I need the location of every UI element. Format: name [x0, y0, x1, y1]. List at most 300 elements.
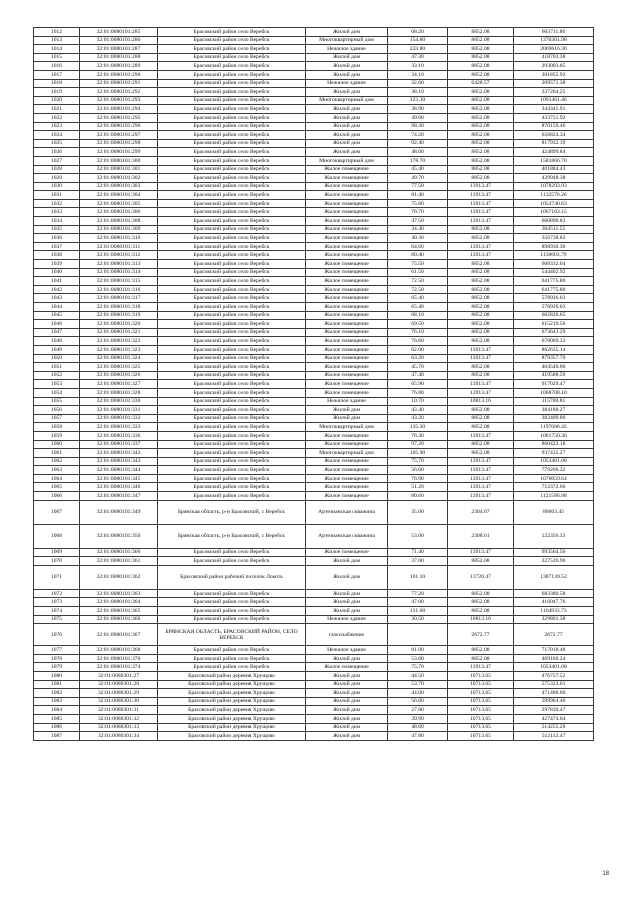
cadastral-number-cell: 32:01:0080101:366 [80, 615, 158, 624]
row-number-cell: 1021 [34, 105, 80, 114]
address-cell: Брасовский район село Веребск [158, 440, 306, 449]
area-cell: 33.10 [388, 62, 448, 71]
area-cell: 81.00 [388, 646, 448, 655]
area-cell: 233.80 [388, 45, 448, 54]
address-cell: Брасовский район село Веребск [158, 105, 306, 114]
cadastral-value-cell: 656824.34 [514, 131, 594, 140]
cadastral-value-cell: 424899.84 [514, 148, 594, 157]
unit-price-cell: 10713.65 [448, 672, 514, 681]
cadastral-number-cell: 32:01:0080101:314 [80, 268, 158, 277]
cadastral-value-cell: 917029.47 [514, 380, 594, 389]
object-type-cell: Жилое помещение [306, 431, 388, 440]
row-number-cell: 1019 [34, 88, 80, 97]
cadastral-number-cell: 32:01:0080301:33 [80, 723, 158, 732]
address-cell: Брасовский район село Веребск [158, 345, 306, 354]
cadastral-number-cell: 32:01:0080301:34 [80, 732, 158, 741]
table-row [34, 474, 594, 483]
unit-price-cell: 8852.08 [448, 122, 514, 131]
unit-price-cell: 8852.08 [448, 303, 514, 312]
area-cell: 53.70 [388, 680, 448, 689]
unit-price-cell: 8852.08 [448, 654, 514, 663]
cadastral-number-cell: 32:01:0080101:361 [80, 557, 158, 566]
cadastral-value-cell: 404540.06 [514, 363, 594, 372]
area-cell: 47.40 [388, 371, 448, 380]
unit-price-cell: 8852.08 [448, 294, 514, 303]
cadastral-value-cell: 1164933.73 [514, 607, 594, 616]
area-cell: 75.80 [388, 199, 448, 208]
table-row [34, 294, 594, 303]
cadastral-value-cell: 1053401.08 [514, 457, 594, 466]
object-type-cell: Жилое помещение [306, 294, 388, 303]
cadastral-number-cell: 32:01:0080101:327 [80, 380, 158, 389]
row-number-cell: 1043 [34, 294, 80, 303]
area-cell: 32.60 [388, 79, 448, 88]
object-type-cell: Жилое помещение [306, 363, 388, 372]
table-row [34, 337, 594, 346]
table-row [34, 524, 594, 548]
cadastral-number-cell: 32:01:0080301:29 [80, 689, 158, 698]
area-cell: 76.10 [388, 328, 448, 337]
table-row [34, 732, 594, 741]
cadastral-number-cell: 32:01:0080101:300 [80, 156, 158, 165]
object-type-cell: Жилое помещение [306, 328, 388, 337]
unit-price-cell: 10713.65 [448, 732, 514, 741]
cadastral-value-cell: 1370301.98 [514, 36, 594, 45]
row-number-cell: 1054 [34, 388, 80, 397]
unit-price-cell: 10713.65 [448, 697, 514, 706]
address-cell: Брасовский район село Веребск [158, 96, 306, 105]
cadastral-number-cell: 32:01:0080101:313 [80, 260, 158, 269]
cadastral-number-cell: 32:01:0080101:287 [80, 45, 158, 54]
row-number-cell: 1061 [34, 449, 80, 458]
unit-price-cell: 8852.08 [448, 139, 514, 148]
cadastral-value-cell: 544402.92 [514, 268, 594, 277]
cadastral-value-cell: 384180.27 [514, 406, 594, 415]
area-cell: 80.40 [388, 251, 448, 260]
area-cell: 51.20 [388, 483, 448, 492]
unit-price-cell: 13913.47 [448, 474, 514, 483]
address-cell: Брасовский район село Веребск [158, 53, 306, 62]
cadastral-number-cell: 32:01:0080101:309 [80, 225, 158, 234]
row-number-cell: 1022 [34, 113, 80, 122]
address-cell: Брасовский район село Веребск [158, 646, 306, 655]
row-number-cell: 1030 [34, 182, 80, 191]
row-number-cell: 1027 [34, 156, 80, 165]
row-number-cell: 1047 [34, 328, 80, 337]
cadastral-value-cell: 122356.33 [514, 524, 594, 548]
row-number-cell: 1080 [34, 672, 80, 681]
cadastral-number-cell: 32:01:0080101:364 [80, 598, 158, 607]
cadastral-value-cell: 578926.03 [514, 303, 594, 312]
unit-price-cell: 8852.08 [448, 328, 514, 337]
cadastral-number-cell: 32:01:0080101:298 [80, 139, 158, 148]
row-number-cell: 1014 [34, 45, 80, 54]
row-number-cell: 1077 [34, 646, 80, 655]
unit-price-cell: 8852.08 [448, 285, 514, 294]
table-row [34, 646, 594, 655]
object-type-cell: Жилое помещение [306, 208, 388, 217]
cadastral-value-cell: 293003.85 [514, 62, 594, 71]
row-number-cell: 1053 [34, 380, 80, 389]
row-number-cell: 1073 [34, 598, 80, 607]
row-number-cell: 1051 [34, 363, 80, 372]
unit-price-cell: 13913.47 [448, 431, 514, 440]
cadastral-value-cell: 615219.56 [514, 320, 594, 329]
row-number-cell: 1045 [34, 311, 80, 320]
unit-price-cell: 8852.08 [448, 440, 514, 449]
cadastral-value-cell: 514255.20 [514, 723, 594, 732]
object-type-cell: Жилой дом [306, 131, 388, 140]
unit-price-cell: 10713.65 [448, 714, 514, 723]
row-number-cell: 1048 [34, 337, 80, 346]
row-number-cell: 1029 [34, 174, 80, 183]
row-number-cell: 1050 [34, 354, 80, 363]
cadastral-number-cell: 32:01:0080101:320 [80, 320, 158, 329]
unit-price-cell: 8852.08 [448, 423, 514, 432]
table-row [34, 122, 594, 131]
table-row [34, 268, 594, 277]
table-row [34, 208, 594, 217]
unit-price-cell: 13913.47 [448, 191, 514, 200]
row-number-cell: 1031 [34, 191, 80, 200]
area-cell: 53.00 [388, 524, 448, 548]
area-cell: 71.40 [388, 548, 448, 557]
area-cell: 92.40 [388, 139, 448, 148]
object-type-cell: Жилой дом [306, 689, 388, 698]
row-number-cell: 1074 [34, 607, 80, 616]
table-row [34, 354, 594, 363]
address-cell: Брянская область, р-н Брасовский, с Веребск [158, 524, 306, 548]
cadastral-value-cell: 717018.48 [514, 646, 594, 655]
object-type-cell: Жилое помещение [306, 354, 388, 363]
cadastral-value-cell: 2672.77 [514, 624, 594, 646]
cadastral-number-cell: 32:01:0080101:312 [80, 251, 158, 260]
table-row [34, 449, 594, 458]
cadastral-number-cell: 32:01:0080101:292 [80, 88, 158, 97]
row-number-cell: 1015 [34, 53, 80, 62]
unit-price-cell: 8852.08 [448, 598, 514, 607]
row-number-cell: 1076 [34, 624, 80, 646]
cadastral-number-cell: 32:01:0080101:304 [80, 191, 158, 200]
address-cell: Брасовский район село Веребск [158, 406, 306, 415]
unit-price-cell: 8852.08 [448, 320, 514, 329]
cadastral-number-cell: 32:01:0080101:315 [80, 277, 158, 286]
unit-price-cell: 8852.08 [448, 28, 514, 37]
row-number-cell: 1038 [34, 251, 80, 260]
cadastral-value-cell: 937435.27 [514, 449, 594, 458]
area-cell: 65.90 [388, 380, 448, 389]
unit-price-cell: 8852.08 [448, 311, 514, 320]
cadastral-number-cell: 32:01:0080101:311 [80, 242, 158, 251]
cadastral-value-cell: 209571.38 [514, 79, 594, 88]
address-cell: Брасовский район село Веребск [158, 285, 306, 294]
area-cell: 43.20 [388, 414, 448, 423]
table-row [34, 697, 594, 706]
area-cell: 47.80 [388, 732, 448, 741]
address-cell: Брасовский район село Веребск [158, 492, 306, 501]
cadastral-number-cell: 32:01:0080101:374 [80, 663, 158, 672]
area-cell: 43.40 [388, 406, 448, 415]
row-number-cell: 1037 [34, 242, 80, 251]
cadastral-value-cell: 1078293.93 [514, 182, 594, 191]
area-cell: 76.90 [388, 474, 448, 483]
area-cell: 72.50 [388, 285, 448, 294]
row-number-cell: 1028 [34, 165, 80, 174]
cadastral-value-cell: 641775.80 [514, 277, 594, 286]
row-number-cell: 1085 [34, 714, 80, 723]
cadastral-value-cell: 401884.43 [514, 165, 594, 174]
address-cell: Брасовский район село Веребск [158, 303, 306, 312]
object-type-cell: Жилой дом [306, 113, 388, 122]
cadastral-number-cell: 32:01:0080101:350 [80, 524, 158, 548]
object-type-cell: Жилой дом [306, 654, 388, 663]
object-type-cell: Жилой дом [306, 414, 388, 423]
row-number-cell: 1049 [34, 345, 80, 354]
cadastral-value-cell: 1053401.08 [514, 663, 594, 672]
cadastral-number-cell: 32:01:0080101:306 [80, 208, 158, 217]
cadastral-value-cell: 879357.70 [514, 354, 594, 363]
address-cell: Брасовский район село Веребск [158, 598, 306, 607]
cadastral-value-table [33, 27, 594, 741]
cadastral-number-cell: 32:01:0080101:332 [80, 414, 158, 423]
cadastral-value-cell: 419588.59 [514, 371, 594, 380]
cadastral-number-cell: 32:01:0080101:368 [80, 646, 158, 655]
object-type-cell: Нежилое здание [306, 646, 388, 655]
cadastral-value-cell: 1197686.42 [514, 423, 594, 432]
address-cell: Брасовский район село Веребск [158, 277, 306, 286]
address-cell: Брасовский район село Веребск [158, 557, 306, 566]
cadastral-number-cell: 32:01:0080101:296 [80, 122, 158, 131]
cadastral-value-cell: 1054740.63 [514, 199, 594, 208]
table-row [34, 191, 594, 200]
object-type-cell: Многоквартирный дом [306, 423, 388, 432]
address-cell: Брасовский район село Веребск [158, 449, 306, 458]
table-row [34, 328, 594, 337]
object-type-cell: Жилой дом [306, 589, 388, 598]
object-type-cell: Жилое помещение [306, 371, 388, 380]
cadastral-number-cell: 32:01:0080101:360 [80, 548, 158, 557]
unit-price-cell: 8852.08 [448, 165, 514, 174]
table-row [34, 406, 594, 415]
object-type-cell: Жилое помещение [306, 191, 388, 200]
object-type-cell: Нежилое здание [306, 397, 388, 406]
row-number-cell: 1086 [34, 723, 80, 732]
table-row [34, 607, 594, 616]
row-number-cell: 1056 [34, 406, 80, 415]
unit-price-cell: 10813.16 [448, 615, 514, 624]
cadastral-number-cell: 32:01:0080101:321 [80, 328, 158, 337]
table-row [34, 345, 594, 354]
unit-price-cell: 8852.08 [448, 607, 514, 616]
table-row [34, 654, 594, 663]
cadastral-number-cell: 32:01:0080101:345 [80, 474, 158, 483]
area-cell: 39.90 [388, 714, 448, 723]
cadastral-value-cell: 668332.04 [514, 260, 594, 269]
table-row [34, 225, 594, 234]
area-cell: 35.00 [388, 500, 448, 524]
object-type-cell: Нежилое здание [306, 45, 388, 54]
cadastral-number-cell: 32:01:0080101:347 [80, 492, 158, 501]
cadastral-number-cell: 32:01:0080101:349 [80, 500, 158, 524]
address-cell: Брасовский район село Веребск [158, 199, 306, 208]
address-cell: Брасовский район село Веребск [158, 363, 306, 372]
area-cell: 154.80 [388, 36, 448, 45]
cadastral-number-cell: 32:01:0080101:362 [80, 565, 158, 589]
unit-price-cell: 8852.08 [448, 234, 514, 243]
address-cell: Брасовский район село Веребск [158, 242, 306, 251]
address-cell: Брасовский район село Веребск [158, 165, 306, 174]
area-cell: 75.50 [388, 260, 448, 269]
unit-price-cell: 8852.08 [448, 105, 514, 114]
cadastral-value-cell: 712372.66 [514, 483, 594, 492]
address-cell: Брасовский район деревня Хрущово [158, 680, 306, 689]
unit-price-cell: 10713.65 [448, 723, 514, 732]
cadastral-value-cell: 641775.80 [514, 285, 594, 294]
cadastral-value-cell: 599964.40 [514, 697, 594, 706]
area-cell: 62.00 [388, 345, 448, 354]
table-row [34, 565, 594, 589]
object-type-cell: газоснабжение [306, 624, 388, 646]
address-cell: Брасовский район село Веребск [158, 268, 306, 277]
object-type-cell: Жилой дом [306, 706, 388, 715]
cadastral-value-cell: 427474.64 [514, 714, 594, 723]
table-row [34, 139, 594, 148]
area-cell: 131.60 [388, 607, 448, 616]
table-row [34, 689, 594, 698]
address-cell: Брасовский район село Веребск [158, 311, 306, 320]
area-cell: 81.40 [388, 191, 448, 200]
address-cell: Брасовский район деревня Хрущово [158, 723, 306, 732]
row-number-cell: 1079 [34, 663, 80, 672]
cadastral-number-cell: 32:01:0080101:337 [80, 440, 158, 449]
area-cell: 44.00 [388, 689, 448, 698]
address-cell: Брасовский район село Веребск [158, 131, 306, 140]
area-cell: 38.10 [388, 88, 448, 97]
cadastral-value-cell: 337264.25 [514, 88, 594, 97]
area-cell: 27.80 [388, 706, 448, 715]
cadastral-value-cell: 471400.60 [514, 689, 594, 698]
unit-price-cell: 8852.08 [448, 70, 514, 79]
address-cell: Брасовский район село Веребск [158, 139, 306, 148]
area-cell: 74.20 [388, 131, 448, 140]
object-type-cell: Жилое помещение [306, 320, 388, 329]
area-cell [388, 624, 448, 646]
unit-price-cell: 13913.47 [448, 457, 514, 466]
row-number-cell: 1036 [34, 234, 80, 243]
area-cell: 53.00 [388, 654, 448, 663]
area-cell: 30.50 [388, 615, 448, 624]
address-cell: Брасовский район деревня Хрущово [158, 732, 306, 741]
unit-price-cell: 8852.08 [448, 88, 514, 97]
cadastral-value-cell: 678069.33 [514, 337, 594, 346]
cadastral-number-cell: 32:01:0080101:293 [80, 96, 158, 105]
object-type-cell: Многоквартирный дом [306, 449, 388, 458]
address-cell: Брасовский район село Веребск [158, 62, 306, 71]
cadastral-table-sheet [33, 27, 593, 741]
object-type-cell: Жилое помещение [306, 234, 388, 243]
object-type-cell: Жилой дом [306, 697, 388, 706]
table-row [34, 303, 594, 312]
address-cell: Брасовский район село Веребск [158, 615, 306, 624]
cadastral-value-cell: 1581866.70 [514, 156, 594, 165]
cadastral-value-cell: 382409.86 [514, 414, 594, 423]
unit-price-cell: 8852.08 [448, 45, 514, 54]
row-number-cell: 1018 [34, 79, 80, 88]
table-row [34, 440, 594, 449]
object-type-cell: Многоквартирный дом [306, 36, 388, 45]
object-type-cell: Жилое помещение [306, 174, 388, 183]
table-row [34, 182, 594, 191]
cadastral-number-cell: 32:01:0080101:294 [80, 105, 158, 114]
object-type-cell: Жилое помещение [306, 663, 388, 672]
unit-price-cell: 8852.08 [448, 371, 514, 380]
row-number-cell: 1023 [34, 122, 80, 131]
table-row [34, 363, 594, 372]
cadastral-number-cell: 32:01:0080101:343 [80, 457, 158, 466]
address-cell: Брасовский район село Веребск [158, 474, 306, 483]
unit-price-cell: 8852.08 [448, 113, 514, 122]
cadastral-value-cell: 433751.92 [514, 113, 594, 122]
row-number-cell: 1033 [34, 208, 80, 217]
table-row [34, 251, 594, 260]
cadastral-number-cell: 32:01:0080101:286 [80, 36, 158, 45]
cadastral-number-cell: 32:01:0080101:330 [80, 397, 158, 406]
area-cell: 37.00 [388, 557, 448, 566]
area-cell: 105.90 [388, 449, 448, 458]
address-cell: Брасовский район деревня Хрущово [158, 706, 306, 715]
area-cell: 34.10 [388, 70, 448, 79]
address-cell: Брасовский район село Веребск [158, 251, 306, 260]
object-type-cell: Жилой дом [306, 607, 388, 616]
row-number-cell: 1065 [34, 483, 80, 492]
unit-price-cell: 8852.08 [448, 96, 514, 105]
object-type-cell: Жилой дом [306, 139, 388, 148]
table-row [34, 492, 594, 501]
object-type-cell: Жилое помещение [306, 466, 388, 475]
address-cell: Брасовский район село Веребск [158, 122, 306, 131]
area-cell: 38.90 [388, 105, 448, 114]
page-number: 18 [602, 871, 609, 877]
area-cell: 45.70 [388, 363, 448, 372]
address-cell: Брасовский район село Веребск [158, 337, 306, 346]
unit-price-cell: 8852.08 [448, 268, 514, 277]
object-type-cell: Жилое помещение [306, 388, 388, 397]
address-cell: Брасовский район село Веребск [158, 397, 306, 406]
address-cell: Брасовский район село Веребск [158, 457, 306, 466]
table-row [34, 624, 594, 646]
cadastral-value-cell: 860422.18 [514, 440, 594, 449]
area-cell: 63.20 [388, 354, 448, 363]
row-number-cell: 1072 [34, 589, 80, 598]
table-row [34, 70, 594, 79]
table-row [34, 277, 594, 286]
object-type-cell: Жилой дом [306, 557, 388, 566]
object-type-cell: Жилое помещение [306, 225, 388, 234]
cadastral-value-cell: 1068708.10 [514, 388, 594, 397]
unit-price-cell: 13913.47 [448, 182, 514, 191]
cadastral-number-cell: 32:01:0080101:318 [80, 303, 158, 312]
row-number-cell: 1040 [34, 268, 80, 277]
unit-price-cell: 10713.65 [448, 689, 514, 698]
address-cell: Брасовский район село Веребск [158, 174, 306, 183]
cadastral-value-cell: 356738.82 [514, 234, 594, 243]
unit-price-cell: 8852.08 [448, 557, 514, 566]
area-cell: 61.50 [388, 268, 448, 277]
row-number-cell: 1069 [34, 548, 80, 557]
row-number-cell: 1063 [34, 466, 80, 475]
cadastral-number-cell: 32:01:0080101:363 [80, 589, 158, 598]
address-cell: Брасовский район село Веребск [158, 320, 306, 329]
